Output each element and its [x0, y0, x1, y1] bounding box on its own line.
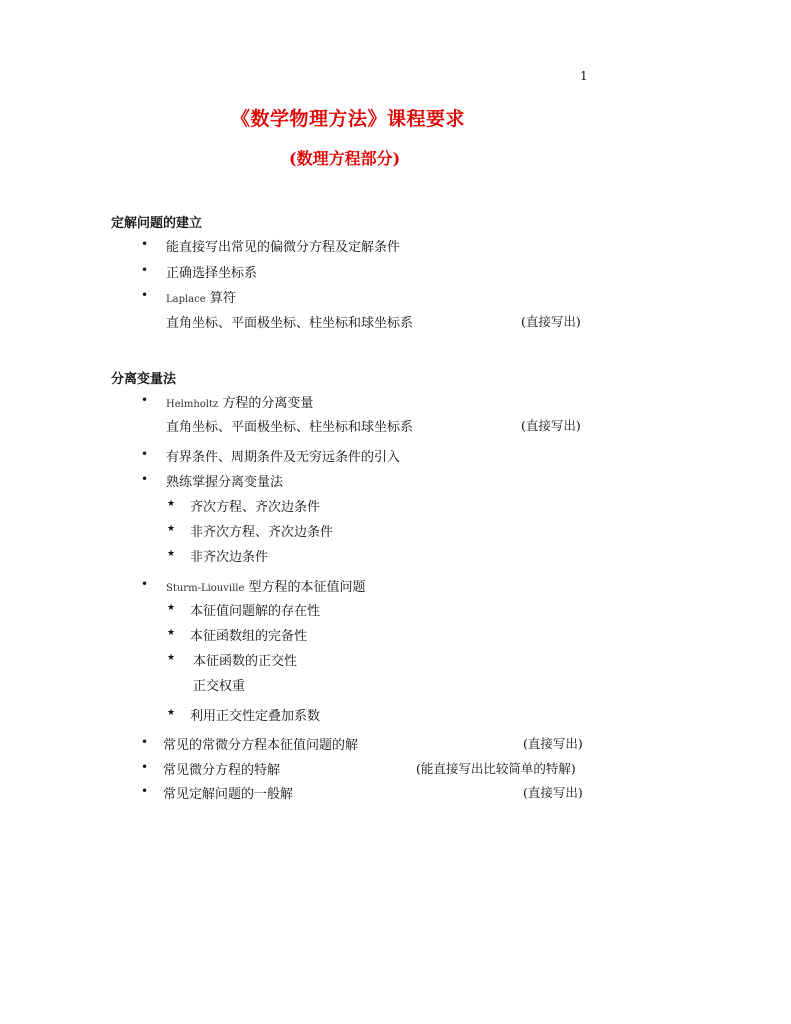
document-subtitle: (数理方程部分) — [289, 149, 401, 168]
sl-latin: Sturm-Liouville — [166, 583, 245, 594]
star-icon: ★ — [167, 628, 176, 638]
bullet-icon: • — [141, 760, 149, 774]
star-icon: ★ — [167, 499, 176, 509]
sub-list-item: 非齐次方程、齐次边条件 — [190, 525, 334, 540]
sub-list-item: 本征函数的正交性 — [193, 654, 298, 669]
star-icon: ★ — [167, 524, 176, 534]
orthogonal-weight: 正交权重 — [193, 679, 246, 694]
list-item-laplace — [166, 287, 236, 306]
laplace-zh: 算符 — [205, 291, 236, 306]
coords-line-2: 直角坐标、平面极坐标、柱坐标和球坐标系 — [166, 420, 414, 435]
helmholtz-latin: Helmholtz — [166, 399, 219, 410]
bullet-icon: • — [141, 447, 149, 461]
laplace-latin: Laplace — [166, 294, 206, 305]
coords-note: (直接写出) — [521, 314, 581, 329]
sub-list-item: 非齐次边条件 — [190, 550, 269, 565]
sub-list-item: 本征函数组的完备性 — [190, 629, 308, 644]
item-note: (能直接写出比较简单的特解) — [416, 761, 576, 776]
list-item-helmholtz — [166, 392, 313, 411]
page-number: 1 — [580, 69, 588, 83]
bullet-icon: • — [141, 237, 149, 251]
item-note: (直接写出) — [523, 736, 583, 751]
sub-list-item: 利用正交性定叠加系数 — [190, 709, 321, 724]
bullet-icon: • — [141, 393, 149, 407]
list-item: 有界条件、周期条件及无穷远条件的引入 — [166, 450, 401, 465]
bullet-icon: • — [141, 784, 149, 798]
bullet-icon: • — [141, 472, 149, 486]
sub-list-item: 齐次方程、齐次边条件 — [190, 500, 321, 515]
bullet-icon: • — [141, 577, 149, 591]
section-heading-setup: 定解问题的建立 — [111, 216, 203, 231]
document-title: 《数学物理方法》课程要求 — [231, 108, 466, 130]
list-item-sturm-liouville — [166, 576, 366, 595]
item-note: (直接写出) — [523, 785, 583, 800]
list-item: 熟练掌握分离变量法 — [166, 475, 284, 490]
list-item: 正确选择坐标系 — [166, 266, 258, 281]
list-item: 常见的常微分方程本征值问题的解 — [163, 738, 359, 753]
helmholtz-zh: 方程的分离变量 — [218, 396, 314, 411]
bullet-icon: • — [141, 263, 149, 277]
sl-zh: 型方程的本征值问题 — [244, 580, 366, 595]
bullet-icon: • — [141, 288, 149, 302]
list-item: 能直接写出常见的偏微分方程及定解条件 — [166, 240, 401, 255]
star-icon: ★ — [167, 708, 176, 718]
section-heading-separation: 分离变量法 — [111, 372, 177, 387]
star-icon: ★ — [167, 653, 176, 663]
coords-line: 直角坐标、平面极坐标、柱坐标和球坐标系 — [166, 316, 414, 331]
list-item: 常见定解问题的一般解 — [163, 787, 294, 802]
sub-list-item: 本征值问题解的存在性 — [190, 604, 321, 619]
coords-note-2: (直接写出) — [521, 418, 581, 433]
list-item: 常见微分方程的特解 — [163, 763, 281, 778]
star-icon: ★ — [167, 603, 176, 613]
star-icon: ★ — [167, 549, 176, 559]
bullet-icon: • — [141, 735, 149, 749]
